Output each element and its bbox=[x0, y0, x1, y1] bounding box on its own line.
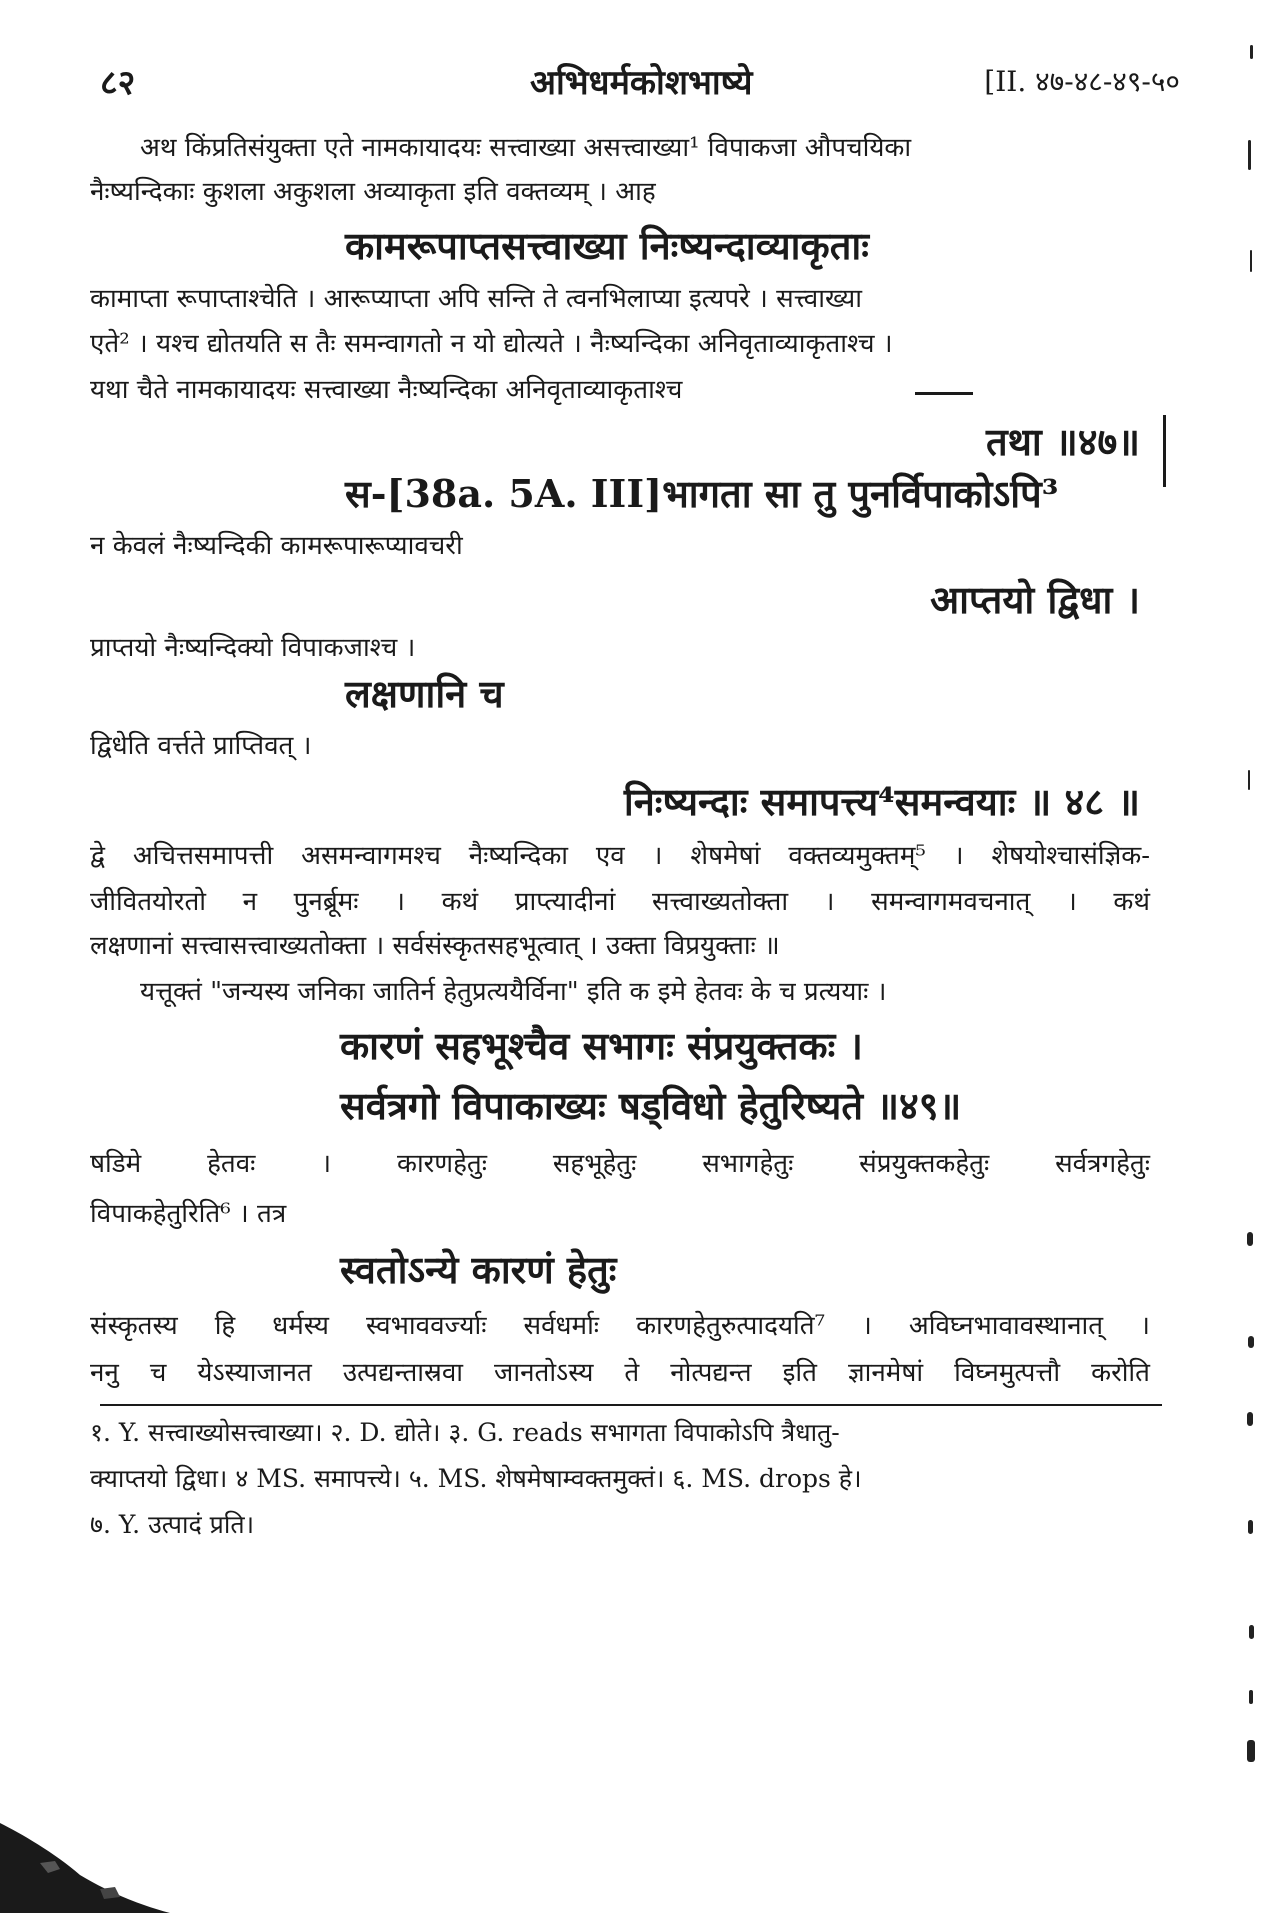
verse-line: सर्वत्रगो विपाकाख्यः षड्विधो हेतुरिष्यते ॥४९॥ bbox=[340, 1083, 962, 1128]
paragraph-line: षडिमे हेतवः । कारणहेतुः सहभूहेतुः सभागहेतुः संप्रयुक्तकहेतुः सर्वत्रगहेतुः bbox=[90, 1149, 1150, 1179]
running-title: अभिधर्मकोशभाष्ये bbox=[530, 63, 753, 103]
verse-line: स-[38a. 5A. III]भागता सा तु पुनर्विपाकोऽपि³ bbox=[345, 471, 1059, 516]
scan-speck bbox=[1248, 1336, 1254, 1348]
scan-speck bbox=[1250, 45, 1253, 59]
paragraph-line: यत्तूक्तं "जन्यस्य जनिका जातिर्न हेतुप्रत्ययैर्विना" इति क इमे हेतवः के च प्रत्ययाः । bbox=[140, 977, 887, 1007]
paragraph-line: ननु च येऽस्याजानत उत्पद्यन्तास्रवा जानतोऽस्य ते नोत्पद्यन्त इति ज्ञानमेषां विघ्नमुत्पत्तौ करोति bbox=[90, 1358, 1150, 1388]
verse-line: आप्तयो द्विधा । bbox=[930, 577, 1140, 622]
paragraph-line: न केवलं नैःष्यन्दिकी कामरूपारूप्यावचरी bbox=[90, 531, 463, 561]
section-reference: [II. ४७-४८-४९-५० bbox=[984, 65, 1180, 98]
page-header bbox=[100, 58, 1180, 108]
paragraph-line: नैःष्यन्दिकाः कुशला अकुशला अव्याकृता इति वक्तव्यम् । आह bbox=[90, 177, 656, 207]
footnote-line: १. Y. सत्त्वाख्योसत्त्वाख्या। २. D. द्योते। ३. G. reads सभागता विपाकोऽपि त्रैधातु- bbox=[90, 1418, 840, 1447]
verse-line: स्वतोऽन्ये कारणं हेतुः bbox=[340, 1247, 617, 1292]
paragraph-line: लक्षणानां सत्त्वासत्त्वाख्यतोक्ता । सर्वसंस्कृतसहभूत्वात् । उक्ता विप्रयुक्ताः ॥ bbox=[90, 931, 780, 961]
scan-speck bbox=[1248, 140, 1251, 170]
paragraph-line: एते² । यश्च द्योतयति स तैः समन्वागतो न यो द्योत्यते । नैःष्यन्दिका अनिवृताव्याकृताश्च । bbox=[90, 329, 893, 359]
paragraph-line: विपाकहेतुरिति⁶ । तत्र bbox=[90, 1199, 287, 1229]
paragraph-line: द्विधेति वर्त्तते प्राप्तिवत् । bbox=[90, 731, 312, 761]
paragraph-line: अथ किंप्रतिसंयुक्ता एते नामकायादयः सत्त्वाख्या असत्त्वाख्या¹ विपाकजा औपचयिका bbox=[140, 133, 912, 163]
verse-line: निःष्यन्दाः समापत्त्य⁴समन्वयाः ॥ ४८ ॥ bbox=[623, 779, 1140, 824]
paragraph-line: यथा चैते नामकायादयः सत्त्वाख्या नैःष्यन्दिका अनिवृताव्याकृताश्च bbox=[90, 375, 683, 405]
scan-speck bbox=[1248, 770, 1250, 790]
verse-line: लक्षणानि च bbox=[345, 671, 504, 716]
footnote-line: क्याप्तयो द्विधा। ४ MS. समापत्त्ये। ५. MS. शेषमेषाम्वक्तमुक्तं। ६. MS. drops हे। bbox=[90, 1464, 862, 1493]
paragraph-line: द्वे अचित्तसमापत्ती असमन्वागमश्च नैःष्यन्दिका एव । शेषमेषां वक्तव्यमुक्तम्⁵ । शेषयोश्चासंज्ञिक- bbox=[90, 841, 1150, 871]
paragraph-line: कामाप्ता रूपाप्ताश्चेति । आरूप्याप्ता अपि सन्ति ते त्वनभिलाप्या इत्यपरे । सत्त्वाख्या bbox=[90, 284, 862, 314]
underline-mark bbox=[915, 392, 973, 395]
scan-speck bbox=[1249, 1690, 1253, 1704]
verse-line: कामरूपाप्तसत्त्वाख्या निःष्यन्दाव्याकृताः bbox=[345, 223, 869, 268]
scan-speck bbox=[1248, 1520, 1253, 1534]
footnote-rule bbox=[100, 1404, 1162, 1406]
scan-shadow-corner bbox=[0, 1823, 170, 1913]
paragraph-line: संस्कृतस्य हि धर्मस्य स्वभाववर्ज्याः सर्वधर्माः कारणहेतुरुत्पादयति⁷ । अविघ्नभावावस्थानात् । bbox=[90, 1311, 1150, 1341]
verse-line: तथा ॥४७॥ bbox=[985, 419, 1140, 464]
verse-line: कारणं सहभूश्चैव सभागः संप्रयुक्तकः । bbox=[340, 1023, 863, 1068]
scan-speck bbox=[1250, 250, 1252, 272]
page-number: ८२ bbox=[100, 63, 136, 103]
scan-speck bbox=[1247, 1740, 1255, 1762]
footnote-line: ७. Y. उत्पादं प्रति। bbox=[90, 1510, 255, 1539]
paragraph-line: प्राप्तयो नैःष्यन्दिक्यो विपाकजाश्च । bbox=[90, 633, 416, 663]
scan-speck bbox=[1247, 1412, 1253, 1426]
paragraph-line: जीवितयोरतो न पुनर्ब्रूमः । कथं प्राप्त्यादीनां सत्त्वाख्यतोक्ता । समन्वागमवचनात् । कथं bbox=[90, 887, 1150, 917]
margin-bracket bbox=[1163, 415, 1166, 487]
scan-speck bbox=[1247, 1232, 1253, 1246]
scan-speck bbox=[1249, 1625, 1254, 1639]
